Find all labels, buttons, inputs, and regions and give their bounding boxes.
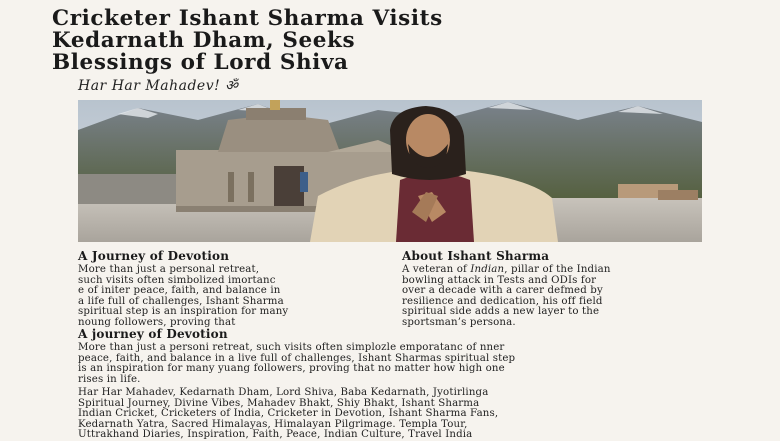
tag-line: Spiritual Journey, Divine Vibes, Mahadev Bhakt, Shiy Bhakt, Ishant Sharma: [78, 397, 480, 409]
section-full-body: [78, 343, 515, 385]
tag-line: Indian Cricket, Cricketers of India, Cricketer in Devotion, Ishant Sharma Fans,: [78, 408, 499, 420]
section-left-line: such visits often simbolized imortanc: [78, 274, 276, 286]
section-right-line: bowling attack in Tests and ODIs for: [402, 274, 597, 286]
section-right-line: spiritual side adds a new layer to the: [402, 306, 600, 318]
section-full-heading: A journey of Devotion: [78, 327, 228, 341]
headline-line-3: Blessings of Lord Shiva: [52, 50, 349, 75]
section-right-line: sportsman’s persona.: [402, 316, 516, 328]
left-stones: [78, 174, 178, 204]
tag-line: Uttrakhand Diaries, Inspiration, Faith, Peace, Indian Culture, Travel India: [78, 429, 473, 441]
section-right-line1-em: Indian: [470, 264, 505, 275]
section-right-body: [402, 265, 611, 329]
section-left-line: More than just a personal retreat,: [78, 264, 260, 275]
headline-line-1: Cricketer Ishant Sharma Visits: [52, 6, 443, 31]
section-right-line1-after: , pillar of the Indian: [504, 264, 611, 275]
section-full-line: More than just a personi retreat, such visits often simplozle emporatanc of nner: [78, 342, 505, 353]
section-left-line: e of initer peace, faith, and balance in: [78, 285, 281, 297]
section-right-line: resilience and dedication, his off field: [402, 295, 603, 307]
section-left-line: spiritual step is an inspiration for many: [78, 306, 289, 318]
tag-list: [78, 388, 498, 441]
section-left-body: [78, 265, 288, 329]
photo-illustration: [78, 100, 702, 242]
headline-line-2: Kedarnath Dham, Seeks: [52, 28, 356, 53]
section-right-line: over a decade with a carer defmed by: [402, 285, 603, 297]
section-full-line: rises in life.: [78, 373, 141, 385]
section-full-line: peace, faith, and balance in a live full of challenges, Ishant Sharmas spiritual step: [78, 352, 516, 364]
article-photo: [78, 100, 702, 242]
section-left-heading: A Journey of Devotion: [78, 249, 230, 263]
section-right-heading: About Ishant Sharma: [402, 249, 550, 263]
section-right-line: [402, 265, 611, 276]
article-headline: [52, 8, 742, 74]
section-left-line: a life full of challenges, Ishant Sharma: [78, 295, 284, 307]
section-full-line: is an inspiration for many yuang followers, proving that no matter how high one: [78, 363, 505, 375]
section-left-line: noung followers, proving that: [78, 316, 236, 328]
tag-line: Kedarnath Yatra, Sacred Himalayas, Himalayan Pilgrimage. Templa Tour,: [78, 418, 468, 430]
tag-line: Har Har Mahadev, Kedarnath Dham, Lord Shiva, Baba Kedarnath, Jyotirlinga: [78, 387, 489, 398]
article-tagline: Har Har Mahadev! ॐ: [78, 78, 239, 94]
section-right-line1-before: A veteran of: [402, 264, 471, 275]
